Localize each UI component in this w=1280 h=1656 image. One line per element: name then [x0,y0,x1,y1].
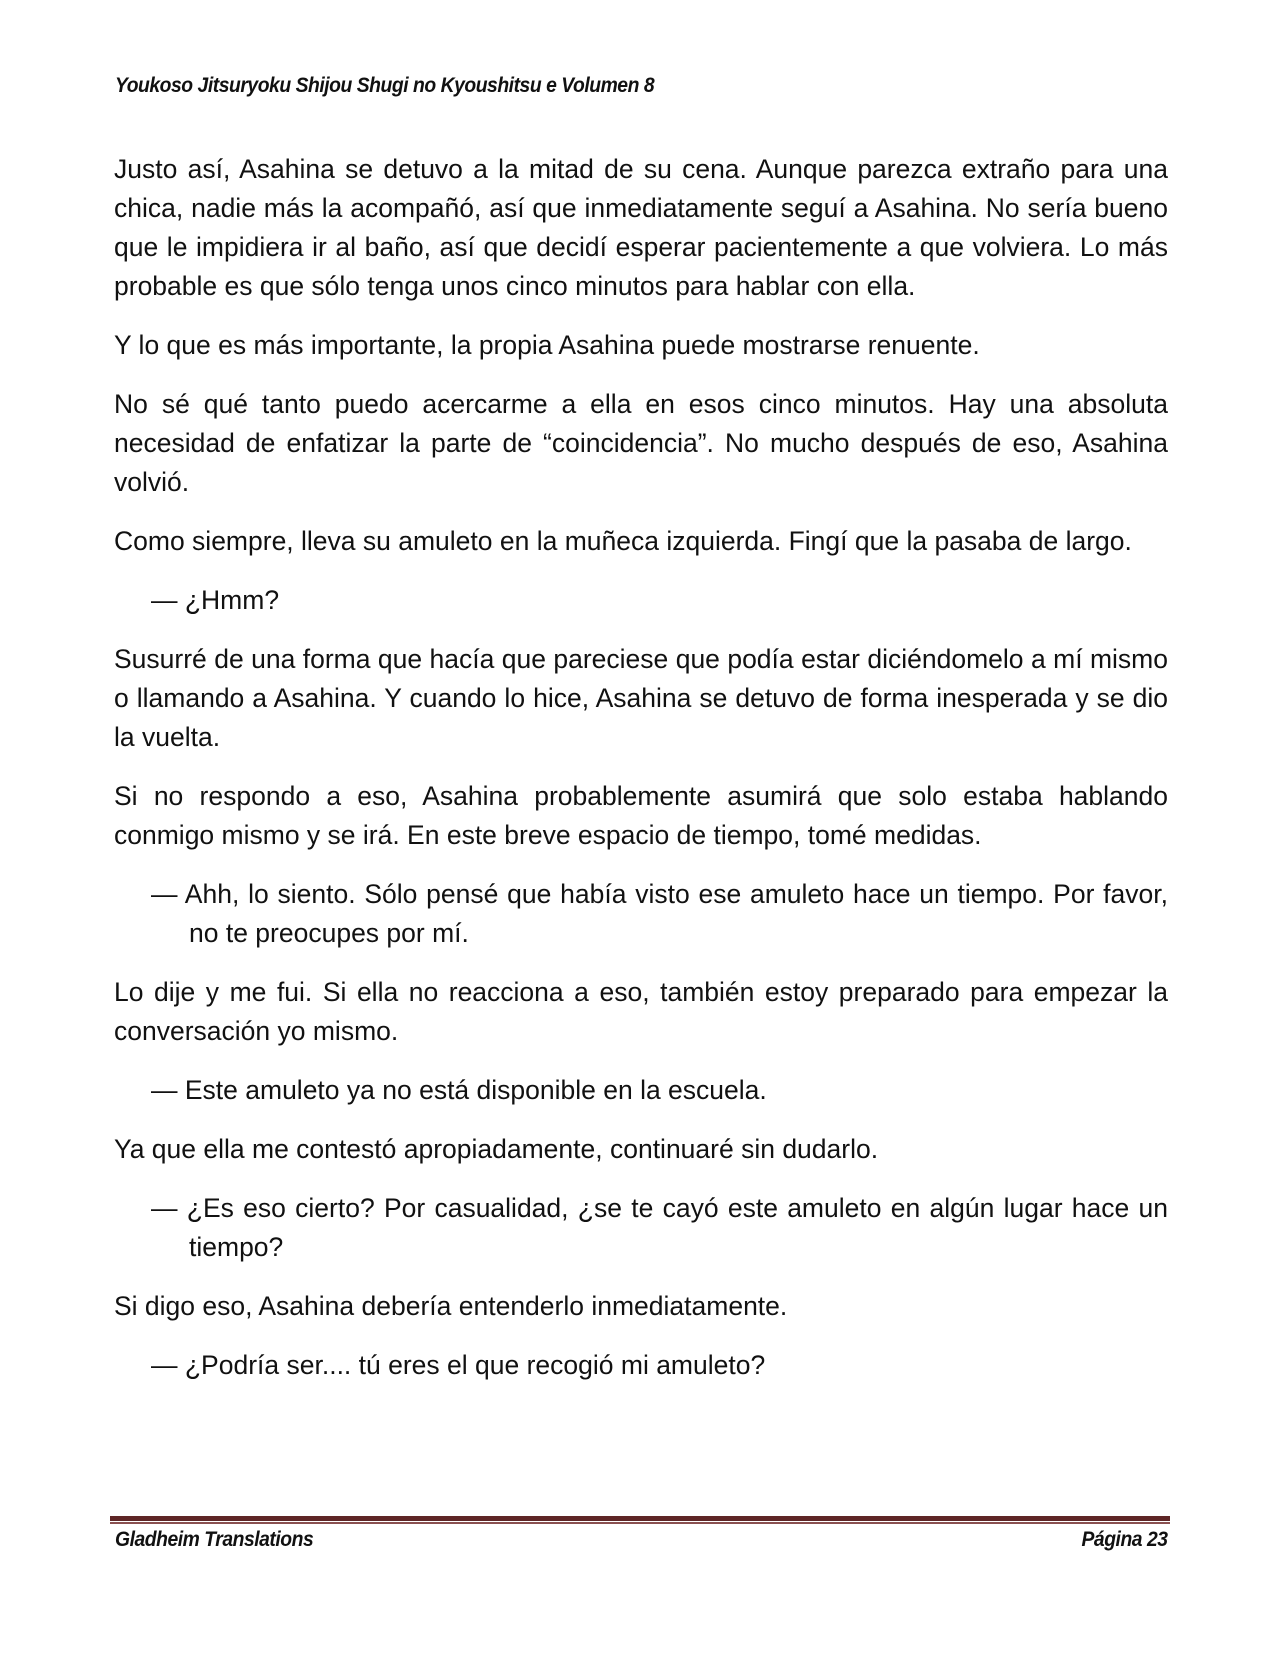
paragraph: Justo así, Asahina se detuvo a la mitad de su cena. Aunque parezca extraño para una chica, nadie más la acompañó, así que inmediatamente seguí a Asahina. No sería bueno que le impidiera ir al baño, así que decidí esperar pacientemente a que volviera. Lo más probable es que sólo tenga unos cinco minutos para hablar con ella. [114,154,1168,301]
footer-translator: Gladheim Translations [115,1528,314,1551]
dialogue-line: — ¿Es eso cierto? Por casualidad, ¿se te cayó este amuleto en algún lugar hace un tiempo? [151,1193,1168,1262]
dialogue-line: — ¿Podría ser.... tú eres el que recogió mi amuleto? [151,1350,766,1380]
paragraph: No sé qué tanto puedo acercarme a ella en esos cinco minutos. Hay una absoluta necesidad de enfatizar la parte de “coincidencia”. No mucho después de eso, Asahina volvió. [114,389,1168,497]
paragraph: Si digo eso, Asahina debería entenderlo inmediatamente. [114,1291,788,1321]
running-header: Youkoso Jitsuryoku Shijou Shugi no Kyoushitsu e Volumen 8 [115,74,655,97]
dialogue-line: — Ahh, lo siento. Sólo pensé que había visto ese amuleto hace un tiempo. Por favor, no te preocupes por mí. [151,879,1168,948]
paragraph: Como siempre, lleva su amuleto en la muñeca izquierda. Fingí que la pasaba de largo. [114,526,1132,556]
footer-rule [110,1516,1170,1522]
page-body [114,150,1168,1405]
paragraph: Lo dije y me fui. Si ella no reacciona a eso, también estoy preparado para empezar la conversación yo mismo. [114,977,1168,1046]
dialogue-line: — ¿Hmm? [151,585,280,615]
paragraph: Susurré de una forma que hacía que pareciese que podía estar diciéndomelo a mí mismo o llamando a Asahina. Y cuando lo hice, Asahina se detuvo de forma inesperada y se dio la vuelta. [114,644,1168,752]
paragraph: Y lo que es más importante, la propia Asahina puede mostrarse renuente. [114,330,980,360]
paragraph: Si no respondo a eso, Asahina probablemente asumirá que solo estaba hablando conmigo mismo y se irá. En este breve espacio de tiempo, tomé medidas. [114,781,1168,850]
dialogue-line: — Este amuleto ya no está disponible en la escuela. [151,1075,767,1105]
page-number: Página 23 [1081,1528,1168,1551]
paragraph: Ya que ella me contestó apropiadamente, continuaré sin dudarlo. [114,1134,879,1164]
